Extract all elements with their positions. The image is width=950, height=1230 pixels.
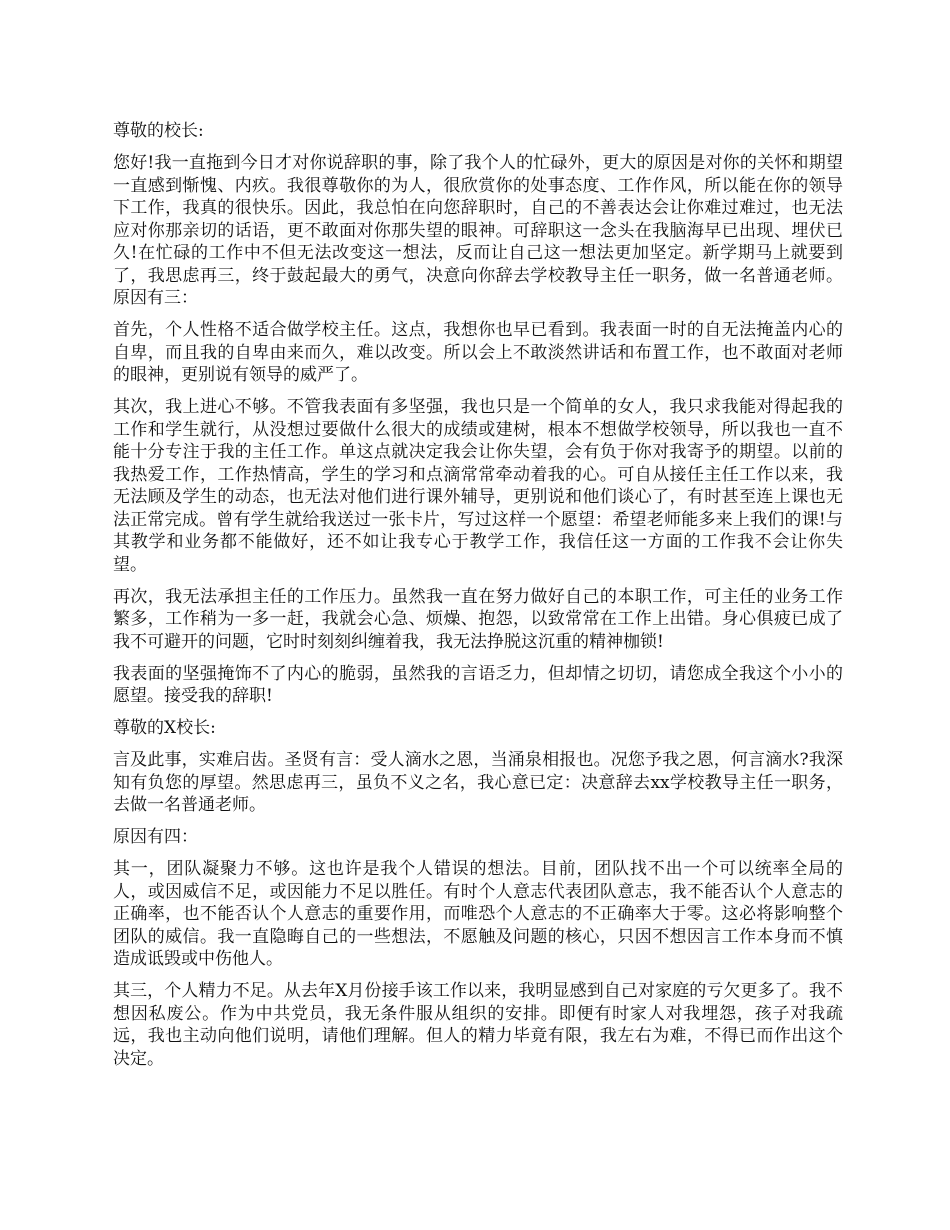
reason-one-paragraph: 其一，团队凝聚力不够。这也许是我个人错误的想法。目前，团队找不出一个可以统率全局的人，或因威信不足，或因能力不足以胜任。有时个人意志代表团队意志，我不能否认个人意志的正确率，也不能否认个人意志的重要作用，而唯恐个人意志的不正确率大于零。这必将影响整个团队的威信。我一直隐晦自己的一些想法，不愿触及问题的核心，只因不想因言工作本身而不慎造成诋毁或中伤他人。 (113, 859, 843, 969)
reason-first-paragraph: 首先，个人性格不适合做学校主任。这点，我想你也早已看到。我表面一时的自无法掩盖内心的自卑，而且我的自卑由来而久，难以改变。所以会上不敢淡然讲话和布置工作，也不敢面对老师的眼神，更别说有领导的威严了。 (113, 320, 843, 385)
document-page (113, 120, 843, 1080)
opening-paragraph: 您好!我一直拖到今日才对你说辞职的事，除了我个人的忙碌外，更大的原因是对你的关怀和期望一直感到惭愧、内疚。我很尊敬你的为人，很欣赏你的处事态度、工作作风，所以能在你的领导下工作，我真的很快乐。因此，我总怕在向您辞职时，自己的不善表达会让你难过难过，也无法应对你那亲切的话语，更不敢面对你那失望的眼神。可辞职这一念头在我脑海早已出现、埋伏已久!在忙碌的工作中不但无法改变这一想法，反而让自己这一想法更加坚定。新学期马上就要到了，我思虑再三，终于鼓起最大的勇气，决意向你辞去学校教导主任一职务，做一名普通老师。原因有三： (113, 153, 843, 308)
reason-third-paragraph: 再次，我无法承担主任的工作压力。虽然我一直在努力做好自己的本职工作，可主任的业务工作繁多，工作稍为一多一赶，我就会心急、烦燥、抱怨，以致常常在工作上出错。身心俱疲已成了我不可避开的问题，它时时刻刻纠缠着我，我无法挣脱这沉重的精神枷锁! (113, 586, 843, 652)
reason-second-paragraph: 其次，我上进心不够。不管我表面有多坚强，我也只是一个简单的女人，我只求我能对得起我的工作和学生就行，从没想过要做什么很大的成绩或建树，根本不想做学校领导，所以我也一直不能十分专注于我的主任工作。单这点就决定我会让你失望，会有负于你对我寄予的期望。以前的我热爱工作，工作热情高，学生的学习和点滴常常牵动着我的心。可自从接任主任工作以来，我无法顾及学生的动态，也无法对他们进行课外辅导，更别说和他们谈心了，有时甚至连上课也无法正常完成。曾有学生就给我送过一张卡片，写过这样一个愿望：希望老师能多来上我们的课!与其教学和业务都不能做好，还不如让我专心于教学工作，我信任这一方面的工作我不会让你失望。 (113, 397, 843, 575)
reason-three-paragraph: 其三，个人精力不足。从去年X月份接手该工作以来，我明显感到自己对家庭的亏欠更多了。我不想因私废公。作为中共党员，我无条件服从组织的安排。即便有时家人对我埋怨，孩子对我疏远，我也主动向他们说明，请他们理解。但人的精力毕竟有限，我左右为难，不得已而作出这个决定。 (113, 981, 843, 1069)
salutation-principal: 尊敬的校长: (113, 121, 204, 141)
second-letter-intro-paragraph: 言及此事，实难启齿。圣贤有言：受人滴水之恩，当涌泉相报也。况您予我之恩，何言滴水?我深知有负您的厚望。然思虑再三，虽负不义之名，我心意已定：决意辞去xx学校教导主任一职务，去做一名普通老师。 (113, 750, 843, 815)
reasons-heading: 原因有四： (113, 827, 198, 847)
salutation-x-principal: 尊敬的X校长: (113, 718, 216, 738)
closing-paragraph: 我表面的坚强掩饰不了内心的脆弱，虽然我的言语乏力，但却情之切切，请您成全我这个小小的愿望。接受我的辞职! (113, 663, 843, 706)
